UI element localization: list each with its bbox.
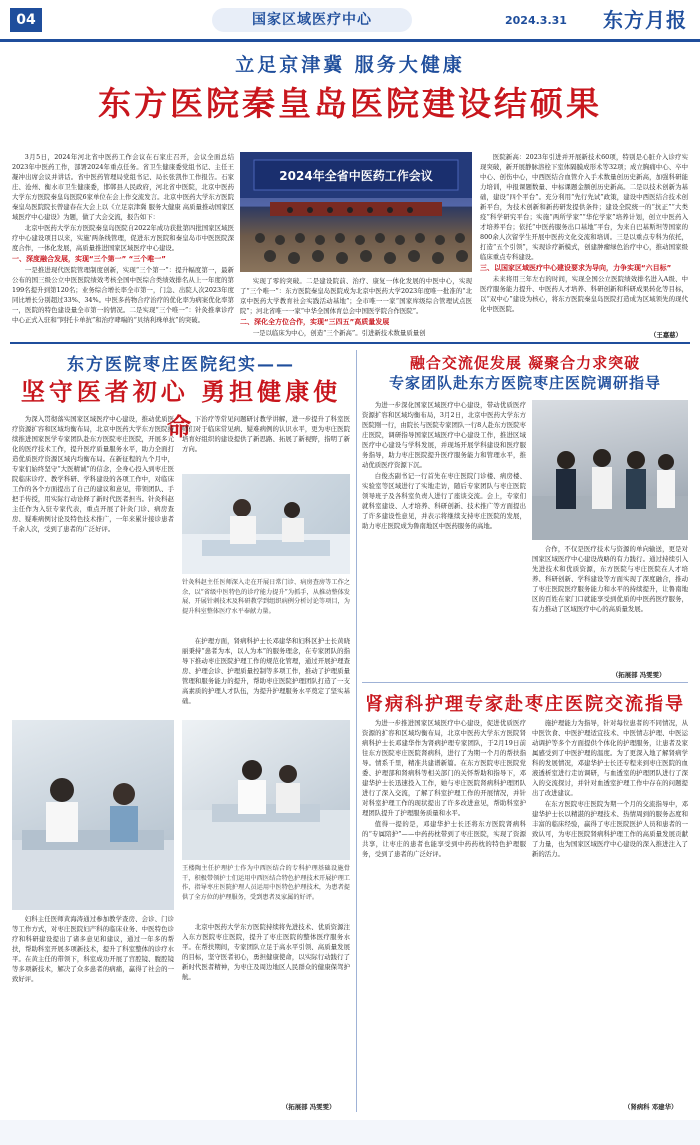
lead-paragraph: 一是推进现代医院管理制度创新，实现“三个第一”：提升幅度第一，最新公布的国三级公立中医医院绩效考核全国中医综合类绩效排名从上一年度的第199名提升到第120名；业务综合增长率全市第一，门急、出院人次2023年度同比增长分别超过33%、34%。中医多药物合疗治疗的优化率为病案优化率第一，医院的特色建设量全市第一的情况。二是实现“三个唯一”：针灸推拿诊疗中心正式入驻和“阿托卡单抗”和治疗哮喘的“贝纳利珠单抗”的突破。 — [12, 266, 234, 324]
s3-paragraph: 白俊杰副书记一行首先在枣庄医院门诊楼、病房楼、实验室等区域进行了实地走访，随后专家团队与枣庄医院领导班子及各科室负责人进行了座谈交流。会上，专家们就科室建设、人才培养、科研创新、技术推广等方面提出了许多建设性意见，并表示将继续支持枣庄医院的发展，助力枣庄医院成为鲁南地区中医药服务的高地。 — [362, 472, 526, 530]
lead-subheading-1: 一、深度融合发展，实现“三个第一” “三个唯一” — [12, 255, 166, 263]
s2-title-b: 坚守医者初心 勇担健康使命 — [20, 377, 342, 441]
s3-paragraph: 合作，不仅是医疗技术与资源的单向输送，更是对国家区域医疗中心建设战略的有力践行。通过持续引入先进技术和优质资源，东方医院与枣庄医院在人才培养、科研创新、学科建设等方面实现了深度融合，推动了枣庄医院医疗服务能力和水平的持续提升，让鲁南地区的百姓在家门口就能享受到优质的中医药医疗服务，有力推动了区域医疗中心的高质量发展。 — [532, 545, 688, 613]
s3-credit: （拓展部 冯雯雯） — [612, 671, 666, 679]
masthead: 东方月报 — [603, 8, 687, 32]
s2-column-2-mid — [182, 636, 350, 716]
s3-paragraph: 为进一步深化国家区域医疗中心建设，带动优质医疗资源扩容和区域均衡布局，3月2日，北京中医药大学东方医院刚一行，由院长与医院专家团队一行8人赴东方医院枣庄医院，调研指导国家区域医疗中心建设工作，推进区域医疗中心建设与学科发展，并现场开展学科建设和医疗服务指导，助力枣庄医院提升医疗服务能力和管理水平，推动优质医疗资源下沉。 — [362, 401, 526, 469]
column-divider — [356, 350, 357, 1112]
s2-paragraph: 为深入贯彻落实国家区域医疗中心建设，推动优质医疗资源扩容和区域均衡布局，北京中医药大学东方医院持续推进国家医学专家团队赴东方医院枣庄医院，开展多元化的医疗技术工作，提升医疗质量服务水平，助力全面打造优质医疗资源区域内均衡布局。在新征程的九个月中，专家们始终坚守“大医精诚”的信念，全身心投入到枣庄医院临床诊疗、教学科研、学科建设的各项工作中，对临床工作的各个方面提出了自己的建议和意见，带领团队、手把手传授，用实际行动诠释了新时代医者担当。针灸科赵主任作为入驻专家代表，重点开展了针灸门诊、病房查房、疑难病例讨论及特色技术推广，一年来累计接诊患者千余人次，受到了患者的广泛好评。 — [12, 415, 174, 533]
lead-paragraph: 实现了零的突破。二是建设院前、治疗、康复一体化发展的中医中心，实现了“三个唯一”：东方医院秦皇岛医院成为北京中医药大学2023年度唯一批准的“北京中医药大学教育社会实践活动基地”；全市唯一一家“国家库级综合管理试点医院”；河北省唯一一家“中华全国体育总会中国医学院合作医院”。 — [240, 277, 472, 315]
acupuncture-photo — [182, 474, 350, 574]
s4-paragraph: 为进一步推进国家区域医疗中心建设，促进优质医疗资源的扩容和区域均衡布局，北京中医药大学东方医院肾病科护士长邓建华作为肾病护理专家团队，于2月19日前往东方医院枣庄医院肾病科，进行了为期一个月的帮扶指导。情系千里，精准共建谱新篇。在东方医院枣庄医院党委、护理部和肾病科等相关部门的关怀帮助和指导下，邓建华护士长迅速投入工作，她与枣庄医院肾病科护理团队进行了深入交流，了解了科室护理工作的开展情况，并针对科室护理工作的现状提出了许多改进意见，帮助科室护理团队提升了护理服务质量和水平。 — [362, 719, 526, 817]
lead-subheading-2: 二、深化全方位合作，实现“三四五”高质量发展 — [240, 318, 390, 326]
expert-team-visit-image — [532, 400, 688, 540]
lead-credit: （王嘉慈） — [650, 331, 682, 339]
divider — [10, 342, 690, 344]
page-footer-band — [0, 1120, 700, 1145]
page-number: 04 — [10, 8, 42, 32]
s3-title-b: 专家团队赴东方医院枣庄医院调研指导 — [388, 374, 661, 392]
s2-title-a: 东方医院枣庄医院纪实—— — [67, 355, 295, 375]
nursing-caption: 王楼陶主任护理护士作为中西医结合的专科护理基础设施骨干，积极带领护士们运用中西医结合特色护理技术开展护理工作，指导枣庄医院护理人员运用中医特色护理技术，为患者提供了全方位的护理服务，受到患者及家属的好评。 — [182, 865, 350, 901]
doctor-treatment-image — [182, 474, 350, 574]
nursing-training-image — [182, 720, 350, 860]
lead-paragraph: 未来将用三年左右的时间，实现全国公立医院绩效排名进入A级、中医疗服务能力提升、中医药人才培养、科研创新和科研成果转化等目标，以“双中心”建设为核心，将东方医院秦皇岛医院打造成为区域领先的现代化中医医院。 — [480, 275, 688, 313]
lead-subtitle: 立足京津冀 服务大健康 — [235, 54, 465, 76]
s2-column-2-bottom — [182, 922, 350, 1100]
s2-paragraph: 北京中医药大学东方医院持续将先进技术、优质资源注入东方医院枣庄医院，提升了枣庄医院的整体医疗服务水平。在帮扶期间，专家团队立足于高水平引领、高质量发展的目标，坚守医者初心，勇担健康使命，以实际行动践行了新时代医者精神，为枣庄及周边地区人民群众的健康保驾护航。 — [182, 923, 350, 981]
s4-paragraph: 值得一提的是，邓建华护士长还将东方医院肾病科的“专属陪护”——中药药枕带到了枣庄医院，实现了资源共享，让枣庄的患者也能享受到中药药枕的特色护理服务，受到了患者的广泛好评。 — [362, 820, 526, 858]
s2-credit: （拓展部 冯雯雯） — [282, 1103, 336, 1111]
visit-photo — [532, 400, 688, 540]
lead-paragraph: 3月5日，2024年河北省中医药工作会议在石家庄召开，会议全面总结2023年中医药工作，部署2024年重点任务。省卫生健康委党组书记、主任王凝冲出席会议并讲话。省中医药管理局党组书记、局长张凯作工作报告。石家庄、沧州、衡水市卫生健康委，邯郸县人民政府，河北省中医院，北京中医药大学东方医院秦皇岛医院6家单位在会上作交流发言。北京中医药大学东方医院秦皇岛医院院长曾建春在大会上以《立足京津冀 服务大健康 高质量推动国家区域医疗中心建设》为题，做了大会交流，报告如下： — [12, 153, 234, 221]
gynecology-photo — [12, 720, 174, 910]
s2-paragraph: 在护理方面，肾病科护士长邓建华和妇科区护士长黄晓丽秉持“患者为本，以人为本”的服务理念，在专家团队的指导下推动枣庄医院护理工作的规范化管理，通过开展护理查房、护理会诊、护理质量控制等多项工作，推动了护理质量管理和服务能力的提升，帮助枣庄医院护理团队打造了一支高素质的护理人才队伍，为提升护理服务水平奠定了坚实基础。 — [182, 637, 350, 705]
nursing-photo — [182, 720, 350, 860]
stage-banner-text: 2024年全省中医药工作会议 — [279, 169, 433, 183]
acupuncture-caption: 针灸科赵主任医师深入走在开展日常门诊、病房查房等工作之余，以“省级中医特色的诊疗能力提升”为抓手，从推动整体发展、开展针刺技术及科研教学到组织病例分析讨论等项目，为提升科室整体医疗水平奉献力量。 — [182, 579, 350, 615]
lead-column-3 — [480, 152, 688, 330]
lead-paragraph: 一是以临床为中心，创造“三个新高”。引进新技术数量质量创 — [252, 329, 426, 337]
lead-subheading-3: 三、以国家区域医疗中心建设要求为导向，力争实现“六目标” — [480, 264, 672, 272]
s4-column-2 — [532, 718, 688, 1110]
lead-column-1 — [12, 152, 234, 338]
s4-column-1 — [362, 718, 526, 1110]
s2-column-2-top — [182, 414, 350, 470]
lead-title: 东方医院秦皇岛医院建设结硕果 — [98, 84, 602, 123]
section-banner: 国家区域医疗中心 — [212, 8, 412, 32]
s4-title: 肾病科护理专家赴枣庄医院交流指导 — [365, 694, 685, 715]
s4-credit: （肾病科 邓建华） — [624, 1103, 678, 1111]
s2-paragraph: 下治疗等常见问题研讨教学讲解，进一步提升了科室医师们对于临床常见病、疑难病例的认识水平，更为枣庄医院培育好组织的建设提供了新思路、拓展了新视野，指明了新方向。 — [182, 415, 350, 453]
issue-date: 2024.3.31 — [505, 14, 567, 27]
lead-column-2 — [240, 276, 472, 338]
s3-title-a: 融合交流促发展 凝聚合力求突破 — [409, 354, 641, 372]
page-header — [0, 0, 700, 42]
clinic-consultation-image — [12, 720, 174, 910]
conference-photo — [240, 152, 472, 272]
divider — [362, 682, 688, 683]
conference-stage-image — [240, 152, 472, 272]
s3-column-2 — [532, 544, 688, 668]
s3-column-1 — [362, 400, 526, 668]
s2-paragraph: 妇科主任医师黄海涛通过参加教学查房、会诊、门诊等工作方式，对枣庄医院妇产科的临床业务、中医特色诊疗和科研建设提出了诸多意见和建议，通过一年多的帮扶，帮助科室开展多项新技术，提升了科室整体的诊疗水平。在黄主任的带领下，科室成功开展了宫腔镜、腹腔镜等多项新技术，解决了众多患者的病痛，赢得了社会的一致好评。 — [12, 915, 174, 983]
lead-paragraph: 医院新高：2023年引进并开展新技术60项，特别是心脏介入诊疗实现突破，新开展静脉溶栓下室体隔膜成形术等32项；成立胸痛中心、卒中中心、创伤中心，中西医结合血管介入手术数量创历史新高，加强科研能力培训，申报课题数量、中标课题金额创历史新高。二是以技术创新为基础，建设“四个平台”。充分利用“先行先试”政策，建设中西医结合技术创新平台，为技术创新和新药研发提供条件；建设全院统一的“抗正”“大类疫”科学研究平台；实施“两所学家”“华佗学家”培养计划，创立中医药入才培养平台；依托“中医药服务出口基地”平台，为来自巴基斯坦等国家的800余人次留学生开展中医药文化交流和培训。三是以重点专科为依托，打造“五个引领”，实现诊疗新模式，创建肿瘤绿色治疗中心，推动国家级临床重点专科建设。 — [480, 153, 688, 261]
s2-column-1 — [12, 414, 174, 716]
s4-paragraph: 在东方医院枣庄医院为期一个月的交流指导中，邓建华护士长以精湛的护理技术、热情周到的服务态度和丰富的临床经验，赢得了枣庄医院医护人员和患者的一致认可，为枣庄医院肾病科护理工作的高质量发展贡献了力量，也为国家区域医疗中心建设的深入推进注入了新的活力。 — [532, 800, 688, 858]
lead-paragraph: 北京中医药大学东方医院秦皇岛医院自2022年成功获批第四批国家区域医疗中心建设项目以来，实施'两条线管理，促进东方医院和秦皇岛市中医医院深度合作，一体化发展，高质量推进国家区域医疗中心建设。 — [12, 224, 234, 252]
s4-paragraph: 施护理能力为指导，针对每位患者的不同情况，从中医饮食、中医护理适宜技术、中医情志护理、中医运动调护等多个方面提供个体化的护理服务，让患者及家属感受到了中医护理的温度。为了更深入地了解肾病学科的发展情况，邓建华护士长还专程来到枣庄医院的血液透析室进行走访调研，与血透室的护理团队进行了深入的交流探讨，并针对血透室护理工作中存在的问题提出了改进建议。 — [532, 719, 688, 797]
s2-column-1-bottom — [12, 914, 174, 1110]
